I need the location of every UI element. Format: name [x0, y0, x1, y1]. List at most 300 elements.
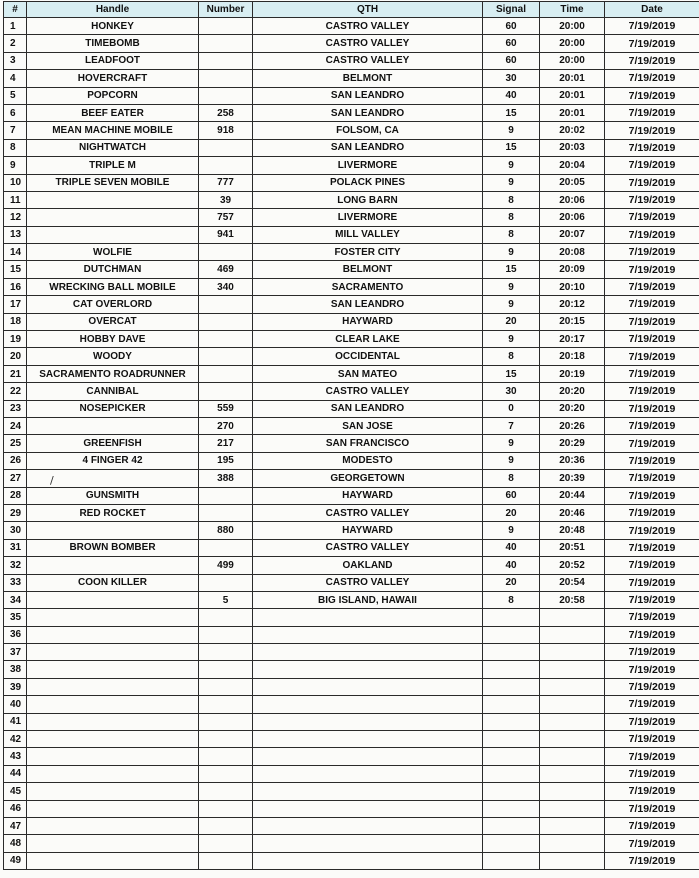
table-row: [4, 365, 699, 382]
log-table: [3, 1, 699, 870]
table-row: [4, 400, 699, 417]
row-number-cell: 2: [4, 35, 27, 52]
time-cell: 20:26: [540, 417, 605, 434]
number-cell: [199, 713, 253, 730]
handle-cell: [27, 731, 199, 748]
signal-cell: 60: [483, 35, 540, 52]
number-cell: [199, 139, 253, 156]
time-cell: [540, 765, 605, 782]
number-cell: [199, 383, 253, 400]
date-cell: 7/19/2019: [605, 174, 699, 191]
table-header: [4, 2, 699, 18]
qth-cell: [253, 609, 483, 626]
time-cell: 20:51: [540, 539, 605, 556]
date-cell: 7/19/2019: [605, 70, 699, 87]
date-cell: 7/19/2019: [605, 331, 699, 348]
handle-cell: [27, 800, 199, 817]
signal-cell: [483, 644, 540, 661]
qth-cell: HAYWARD: [253, 522, 483, 539]
row-number-cell: 48: [4, 835, 27, 852]
qth-cell: SAN LEANDRO: [253, 400, 483, 417]
date-cell: 7/19/2019: [605, 591, 699, 608]
number-cell: [199, 800, 253, 817]
number-cell: [199, 765, 253, 782]
signal-cell: [483, 835, 540, 852]
number-cell: 195: [199, 452, 253, 469]
number-cell: [199, 678, 253, 695]
handle-cell: [27, 626, 199, 643]
handle-cell: [27, 817, 199, 834]
table-row: [4, 278, 699, 295]
handle-cell: CANNIBAL: [27, 383, 199, 400]
row-number-cell: 5: [4, 87, 27, 104]
row-number-cell: 9: [4, 157, 27, 174]
row-number-cell: 33: [4, 574, 27, 591]
row-number-cell: 19: [4, 331, 27, 348]
qth-cell: CASTRO VALLEY: [253, 18, 483, 35]
table-row: [4, 313, 699, 330]
table-row: [4, 139, 699, 156]
qth-cell: [253, 626, 483, 643]
time-cell: 20:09: [540, 261, 605, 278]
qth-cell: CLEAR LAKE: [253, 331, 483, 348]
row-number-cell: 45: [4, 783, 27, 800]
number-cell: [199, 244, 253, 261]
time-cell: [540, 748, 605, 765]
number-cell: [199, 817, 253, 834]
number-cell: 340: [199, 278, 253, 295]
time-cell: 20:10: [540, 278, 605, 295]
number-cell: [199, 313, 253, 330]
date-cell: 7/19/2019: [605, 157, 699, 174]
number-cell: [199, 696, 253, 713]
time-cell: 20:44: [540, 487, 605, 504]
table-row: [4, 122, 699, 139]
date-cell: 7/19/2019: [605, 261, 699, 278]
date-cell: 7/19/2019: [605, 713, 699, 730]
qth-cell: [253, 852, 483, 869]
header-time: Time: [540, 2, 605, 18]
row-number-cell: 12: [4, 209, 27, 226]
table-row: [4, 504, 699, 521]
handle-cell: BROWN BOMBER: [27, 539, 199, 556]
row-number-cell: 30: [4, 522, 27, 539]
handle-cell: HOVERCRAFT: [27, 70, 199, 87]
date-cell: 7/19/2019: [605, 609, 699, 626]
signal-cell: [483, 678, 540, 695]
time-cell: [540, 731, 605, 748]
handle-cell: DUTCHMAN: [27, 261, 199, 278]
qth-cell: BELMONT: [253, 261, 483, 278]
signal-cell: 8: [483, 226, 540, 243]
handle-cell: 4 FINGER 42: [27, 452, 199, 469]
handle-cell: [27, 591, 199, 608]
row-number-cell: 41: [4, 713, 27, 730]
number-cell: [199, 731, 253, 748]
table-row: [4, 209, 699, 226]
qth-cell: BELMONT: [253, 70, 483, 87]
time-cell: 20:19: [540, 365, 605, 382]
date-cell: 7/19/2019: [605, 644, 699, 661]
handle-cell: [27, 417, 199, 434]
date-cell: 7/19/2019: [605, 226, 699, 243]
signal-cell: [483, 609, 540, 626]
date-cell: 7/19/2019: [605, 122, 699, 139]
table-row: [4, 574, 699, 591]
qth-cell: OCCIDENTAL: [253, 348, 483, 365]
time-cell: 20:20: [540, 400, 605, 417]
qth-cell: SAN JOSE: [253, 417, 483, 434]
signal-cell: [483, 661, 540, 678]
handle-cell: [27, 713, 199, 730]
table-row: [4, 644, 699, 661]
signal-cell: [483, 765, 540, 782]
handle-cell: [27, 609, 199, 626]
row-number-cell: 46: [4, 800, 27, 817]
date-cell: 7/19/2019: [605, 835, 699, 852]
row-number-cell: 34: [4, 591, 27, 608]
signal-cell: 7: [483, 417, 540, 434]
qth-cell: GEORGETOWN: [253, 470, 483, 487]
table-row: [4, 383, 699, 400]
qth-cell: FOLSOM, CA: [253, 122, 483, 139]
table-row: [4, 678, 699, 695]
handle-cell: COON KILLER: [27, 574, 199, 591]
table-row: [4, 348, 699, 365]
signal-cell: 60: [483, 52, 540, 69]
table-row: [4, 487, 699, 504]
date-cell: 7/19/2019: [605, 487, 699, 504]
date-cell: 7/19/2019: [605, 18, 699, 35]
qth-cell: CASTRO VALLEY: [253, 35, 483, 52]
signal-cell: [483, 852, 540, 869]
number-cell: 777: [199, 174, 253, 191]
signal-cell: 8: [483, 191, 540, 208]
signal-cell: 15: [483, 104, 540, 121]
table-row: [4, 452, 699, 469]
table-body: [4, 18, 699, 870]
signal-cell: 8: [483, 591, 540, 608]
row-number-cell: 27: [4, 470, 27, 487]
qth-cell: HAYWARD: [253, 313, 483, 330]
handle-cell: TRIPLE SEVEN MOBILE: [27, 174, 199, 191]
time-cell: 20:03: [540, 139, 605, 156]
qth-cell: CASTRO VALLEY: [253, 539, 483, 556]
time-cell: 20:54: [540, 574, 605, 591]
number-cell: [199, 365, 253, 382]
number-cell: [199, 70, 253, 87]
number-cell: [199, 87, 253, 104]
time-cell: [540, 783, 605, 800]
row-number-cell: 13: [4, 226, 27, 243]
qth-cell: [253, 713, 483, 730]
table-row: [4, 661, 699, 678]
handle-cell: [27, 678, 199, 695]
time-cell: 20:17: [540, 331, 605, 348]
date-cell: 7/19/2019: [605, 35, 699, 52]
qth-cell: POLACK PINES: [253, 174, 483, 191]
date-cell: 7/19/2019: [605, 557, 699, 574]
time-cell: 20:20: [540, 383, 605, 400]
qth-cell: LIVERMORE: [253, 209, 483, 226]
number-cell: [199, 487, 253, 504]
date-cell: 7/19/2019: [605, 783, 699, 800]
handle-cell: NOSEPICKER: [27, 400, 199, 417]
qth-cell: CASTRO VALLEY: [253, 504, 483, 521]
date-cell: 7/19/2019: [605, 383, 699, 400]
date-cell: 7/19/2019: [605, 400, 699, 417]
time-cell: 20:15: [540, 313, 605, 330]
signal-cell: 40: [483, 557, 540, 574]
date-cell: 7/19/2019: [605, 191, 699, 208]
time-cell: 20:39: [540, 470, 605, 487]
handle-cell: [27, 522, 199, 539]
time-cell: [540, 609, 605, 626]
table-row: [4, 470, 699, 487]
table-row: [4, 765, 699, 782]
table-row: [4, 18, 699, 35]
header-number: Number: [199, 2, 253, 18]
handle-cell: TIMEBOMB: [27, 35, 199, 52]
qth-cell: HAYWARD: [253, 487, 483, 504]
time-cell: 20:18: [540, 348, 605, 365]
time-cell: [540, 661, 605, 678]
qth-cell: [253, 644, 483, 661]
row-number-cell: 4: [4, 70, 27, 87]
qth-cell: [253, 731, 483, 748]
number-cell: [199, 661, 253, 678]
table-row: [4, 261, 699, 278]
signal-cell: [483, 731, 540, 748]
qth-cell: BIG ISLAND, HAWAII: [253, 591, 483, 608]
time-cell: 20:00: [540, 52, 605, 69]
signal-cell: 9: [483, 331, 540, 348]
signal-cell: [483, 817, 540, 834]
handle-cell: RED ROCKET: [27, 504, 199, 521]
row-number-cell: 37: [4, 644, 27, 661]
signal-cell: 8: [483, 209, 540, 226]
row-number-cell: 38: [4, 661, 27, 678]
number-cell: 757: [199, 209, 253, 226]
table-row: [4, 696, 699, 713]
date-cell: 7/19/2019: [605, 417, 699, 434]
date-cell: 7/19/2019: [605, 852, 699, 869]
handle-cell: [27, 852, 199, 869]
time-cell: [540, 835, 605, 852]
row-number-cell: 23: [4, 400, 27, 417]
signal-cell: 9: [483, 296, 540, 313]
table-row: [4, 296, 699, 313]
handle-cell: WOLFIE: [27, 244, 199, 261]
handle-cell: BEEF EATER: [27, 104, 199, 121]
pen-mark: /: [50, 474, 54, 487]
time-cell: 20:12: [540, 296, 605, 313]
date-cell: 7/19/2019: [605, 731, 699, 748]
row-number-cell: 3: [4, 52, 27, 69]
time-cell: 20:52: [540, 557, 605, 574]
qth-cell: SAN LEANDRO: [253, 296, 483, 313]
time-cell: [540, 800, 605, 817]
row-number-cell: 43: [4, 748, 27, 765]
table-row: [4, 435, 699, 452]
table-row: [4, 817, 699, 834]
date-cell: 7/19/2019: [605, 209, 699, 226]
number-cell: [199, 18, 253, 35]
number-cell: 217: [199, 435, 253, 452]
row-number-cell: 24: [4, 417, 27, 434]
number-cell: 39: [199, 191, 253, 208]
row-number-cell: 10: [4, 174, 27, 191]
qth-cell: SAN MATEO: [253, 365, 483, 382]
table-row: [4, 157, 699, 174]
row-number-cell: 39: [4, 678, 27, 695]
row-number-cell: 44: [4, 765, 27, 782]
signal-cell: 60: [483, 18, 540, 35]
row-number-cell: 49: [4, 852, 27, 869]
handle-cell: GUNSMITH: [27, 487, 199, 504]
signal-cell: 9: [483, 122, 540, 139]
table-row: [4, 244, 699, 261]
header-row: [4, 2, 699, 18]
number-cell: 270: [199, 417, 253, 434]
qth-cell: [253, 678, 483, 695]
handle-cell: HONKEY: [27, 18, 199, 35]
handle-cell: [27, 765, 199, 782]
signal-cell: 9: [483, 157, 540, 174]
signal-cell: 30: [483, 70, 540, 87]
date-cell: 7/19/2019: [605, 52, 699, 69]
table-row: [4, 609, 699, 626]
signal-cell: 9: [483, 452, 540, 469]
date-cell: 7/19/2019: [605, 661, 699, 678]
row-number-cell: 28: [4, 487, 27, 504]
row-number-cell: 15: [4, 261, 27, 278]
handle-cell: [27, 661, 199, 678]
date-cell: 7/19/2019: [605, 539, 699, 556]
number-cell: [199, 852, 253, 869]
table-row: [4, 783, 699, 800]
table-row: [4, 226, 699, 243]
date-cell: 7/19/2019: [605, 470, 699, 487]
qth-cell: MILL VALLEY: [253, 226, 483, 243]
signal-cell: [483, 800, 540, 817]
row-number-cell: 40: [4, 696, 27, 713]
header-num: #: [4, 2, 27, 18]
table-row: [4, 87, 699, 104]
signal-cell: 0: [483, 400, 540, 417]
number-cell: [199, 296, 253, 313]
row-number-cell: 21: [4, 365, 27, 382]
table-row: [4, 174, 699, 191]
date-cell: 7/19/2019: [605, 678, 699, 695]
number-cell: 469: [199, 261, 253, 278]
handle-cell: HOBBY DAVE: [27, 331, 199, 348]
row-number-cell: 35: [4, 609, 27, 626]
number-cell: 388: [199, 470, 253, 487]
number-cell: 559: [199, 400, 253, 417]
number-cell: 499: [199, 557, 253, 574]
number-cell: [199, 331, 253, 348]
qth-cell: CASTRO VALLEY: [253, 52, 483, 69]
number-cell: 258: [199, 104, 253, 121]
date-cell: 7/19/2019: [605, 278, 699, 295]
row-number-cell: 8: [4, 139, 27, 156]
qth-cell: SACRAMENTO: [253, 278, 483, 295]
handle-cell: [27, 748, 199, 765]
table-row: [4, 748, 699, 765]
date-cell: 7/19/2019: [605, 313, 699, 330]
date-cell: 7/19/2019: [605, 696, 699, 713]
table-row: [4, 835, 699, 852]
handle-cell: [27, 644, 199, 661]
header-qth: QTH: [253, 2, 483, 18]
signal-cell: 20: [483, 504, 540, 521]
number-cell: [199, 626, 253, 643]
row-number-cell: 36: [4, 626, 27, 643]
table-row: [4, 191, 699, 208]
handle-cell: POPCORN: [27, 87, 199, 104]
table-row: [4, 522, 699, 539]
handle-cell: LEADFOOT: [27, 52, 199, 69]
time-cell: [540, 696, 605, 713]
handle-cell: WRECKING BALL MOBILE: [27, 278, 199, 295]
time-cell: 20:00: [540, 35, 605, 52]
time-cell: 20:29: [540, 435, 605, 452]
handle-cell: MEAN MACHINE MOBILE: [27, 122, 199, 139]
row-number-cell: 42: [4, 731, 27, 748]
row-number-cell: 29: [4, 504, 27, 521]
row-number-cell: 26: [4, 452, 27, 469]
number-cell: [199, 157, 253, 174]
qth-cell: SAN FRANCISCO: [253, 435, 483, 452]
table-row: [4, 417, 699, 434]
handle-cell: WOODY: [27, 348, 199, 365]
table-row: [4, 331, 699, 348]
date-cell: 7/19/2019: [605, 765, 699, 782]
time-cell: 20:06: [540, 191, 605, 208]
date-cell: 7/19/2019: [605, 504, 699, 521]
table-row: [4, 104, 699, 121]
date-cell: 7/19/2019: [605, 104, 699, 121]
row-number-cell: 6: [4, 104, 27, 121]
time-cell: 20:07: [540, 226, 605, 243]
date-cell: 7/19/2019: [605, 435, 699, 452]
time-cell: 20:08: [540, 244, 605, 261]
handle-cell: CAT OVERLORD: [27, 296, 199, 313]
row-number-cell: 20: [4, 348, 27, 365]
signal-cell: [483, 748, 540, 765]
number-cell: 5: [199, 591, 253, 608]
qth-cell: CASTRO VALLEY: [253, 383, 483, 400]
signal-cell: 15: [483, 261, 540, 278]
time-cell: 20:02: [540, 122, 605, 139]
table-row: [4, 800, 699, 817]
signal-cell: 40: [483, 87, 540, 104]
signal-cell: 40: [483, 539, 540, 556]
time-cell: 20:04: [540, 157, 605, 174]
qth-cell: [253, 748, 483, 765]
date-cell: 7/19/2019: [605, 800, 699, 817]
signal-cell: 9: [483, 244, 540, 261]
date-cell: 7/19/2019: [605, 626, 699, 643]
signal-cell: [483, 713, 540, 730]
number-cell: [199, 835, 253, 852]
time-cell: [540, 644, 605, 661]
table-row: [4, 713, 699, 730]
signal-cell: 8: [483, 348, 540, 365]
number-cell: 918: [199, 122, 253, 139]
time-cell: [540, 852, 605, 869]
